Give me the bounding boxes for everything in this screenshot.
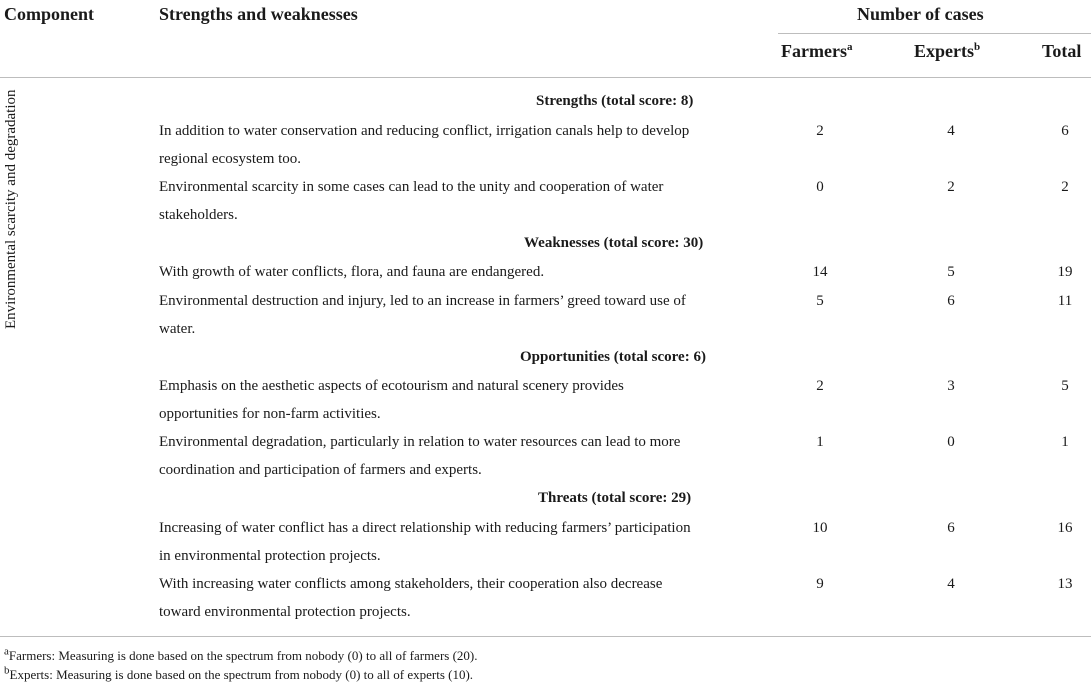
- component-label: Environmental scarcity and degradation: [3, 90, 19, 330]
- section-title-opportunities: Opportunities (total score: 6): [520, 349, 706, 365]
- cell-farmers: 5: [816, 293, 824, 309]
- cell-total: 13: [1057, 576, 1073, 592]
- cell-experts: 6: [947, 520, 955, 536]
- header-experts: Experts$^b$: [914, 41, 981, 61]
- cell-total: 19: [1057, 264, 1073, 280]
- table-row-text: In addition to water conservation and reducing conflict, irrigation canals help to develop regional ecosystem too.: [159, 123, 690, 167]
- table-row-text: With growth of water conflicts, flora, and fauna are endangered.: [159, 264, 545, 280]
- table-row-text: With increasing water conflicts among stakeholders, their cooperation also decrease toward environmental protection projects.: [159, 576, 663, 620]
- cell-farmers: 10: [812, 520, 828, 536]
- header-strengths-weaknesses: Strengths and weaknesses: [159, 4, 358, 24]
- table-row-text: Environmental degradation, particularly in relation to water resources can lead to more coordination and participation of farmers and experts.: [159, 434, 681, 478]
- table-row-text: Emphasis on the aesthetic aspects of ecotourism and natural scenery provides opportunities for non-farm activities.: [159, 378, 624, 422]
- cell-experts: 4: [947, 576, 955, 592]
- cell-total: 6: [1061, 123, 1069, 139]
- cell-experts: 6: [947, 293, 955, 309]
- header-bottom-rule: [0, 77, 1091, 78]
- cell-farmers: 0: [816, 179, 824, 195]
- cell-farmers: 2: [816, 378, 824, 394]
- header-sub-rule: [778, 33, 1091, 34]
- section-title-threats: Threats (total score: 29): [538, 490, 692, 506]
- section-title-weaknesses: Weaknesses (total score: 30): [524, 235, 704, 251]
- footnote-b: $^b$Experts: Measuring is done based on the spectrum from nobody (0) to all of experts (10).: [4, 664, 474, 682]
- footnote-a: $^a$Farmers: Measuring is done based on the spectrum from nobody (0) to all of farmers (20).: [4, 645, 478, 663]
- cell-experts: 4: [947, 123, 955, 139]
- cell-total: 11: [1057, 293, 1073, 309]
- cell-total: 5: [1061, 378, 1069, 394]
- cell-farmers: 9: [816, 576, 824, 592]
- cell-total: 1: [1061, 434, 1069, 450]
- section-title-strengths: Strengths (total score: 8): [536, 93, 694, 109]
- table-row-text: Increasing of water conflict has a direct relationship with reducing farmers’ participation in environmental protection projects.: [159, 520, 691, 564]
- cell-experts: 5: [947, 264, 955, 280]
- table-bottom-rule: [0, 636, 1091, 637]
- cell-total: 16: [1057, 520, 1073, 536]
- table-row-text: Environmental scarcity in some cases can lead to the unity and cooperation of water stakeholders.: [159, 179, 664, 223]
- table-row-text: Environmental destruction and injury, led to an increase in farmers’ greed toward use of water.: [159, 293, 686, 337]
- cell-farmers: 14: [812, 264, 828, 280]
- cell-total: 2: [1061, 179, 1069, 195]
- cell-farmers: 2: [816, 123, 824, 139]
- cell-experts: 0: [947, 434, 955, 450]
- header-total: Total: [1042, 41, 1082, 61]
- header-farmers: Farmers$^a$: [781, 41, 853, 61]
- cell-experts: 3: [947, 378, 955, 394]
- cell-farmers: 1: [816, 434, 824, 450]
- header-component: Component: [4, 4, 95, 24]
- header-number-of-cases: Number of cases: [857, 4, 984, 24]
- cell-experts: 2: [947, 179, 955, 195]
